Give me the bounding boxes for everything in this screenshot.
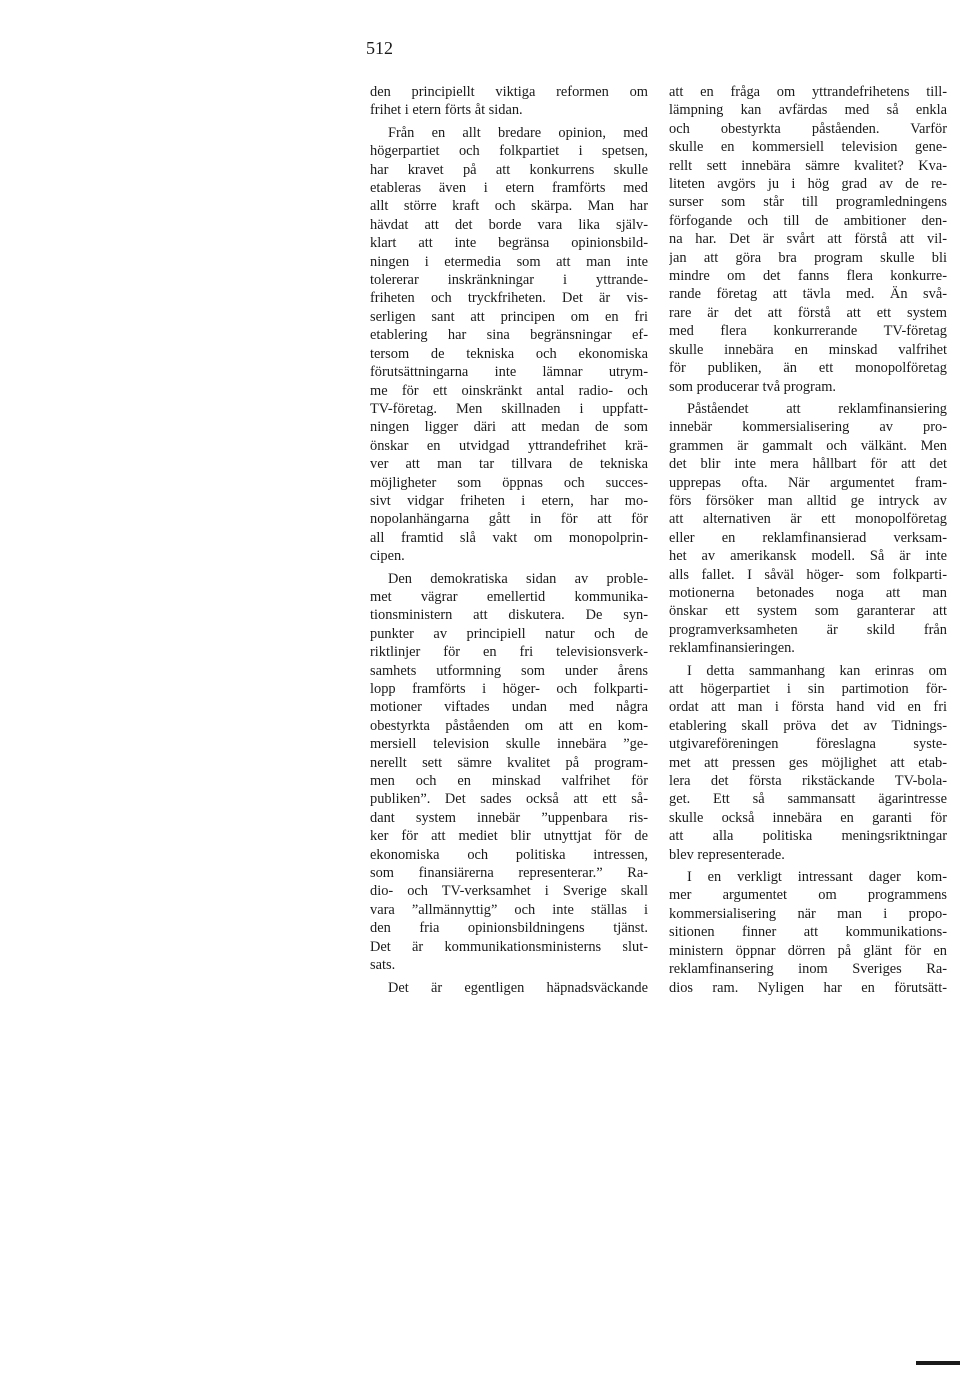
text-line: har kravet på att konkurrens skulle: [370, 161, 648, 178]
text-line: eller en reklamfinansierad verksam-: [669, 529, 947, 546]
text-line: dio- och TV-verksamhet i Sverige skall: [370, 883, 648, 900]
text-line: men och en minskad valfrihet för: [370, 773, 648, 790]
text-line: sivt vidgar friheten i etern, har mo-: [370, 492, 648, 509]
text-line: mindre om det fanns flera konkurre-: [669, 268, 947, 285]
text-line: liteten avgörs ju i hög grad av de re-: [669, 176, 947, 193]
text-line: Den demokratiska sidan av proble-: [388, 570, 648, 587]
page-number: 512: [366, 38, 393, 58]
text-line: met vägrar emellertid kommunika-: [370, 588, 648, 605]
text-line: Det är egentligen häpnadsväckande: [388, 979, 648, 996]
text-line: klart att inte begränsa opinionsbild-: [370, 235, 648, 252]
text-line: mer argumentet om programmens: [669, 887, 947, 904]
text-line: lämpning kan avfärdas med så enkla: [669, 102, 947, 119]
text-line: dios ram. Nyligen har en förutsätt-: [669, 979, 947, 996]
text-line: blev representerade.: [669, 846, 785, 863]
text-line: nerellt sett sämre kvalitet på program-: [370, 754, 648, 771]
text-line: det blir inte mera hållbart för att det: [669, 456, 947, 473]
text-line: ver att man tar tillvara de tekniska: [370, 456, 648, 473]
text-line: obestyrkta påståenden om att en kom-: [370, 717, 648, 734]
text-line: lera det första rikstäckande TV-bola-: [669, 773, 947, 790]
text-line: het av amerikansk modell. Så är inte: [669, 548, 947, 565]
text-line: nopolanhängarna gått in för att för: [370, 511, 648, 528]
text-line: I detta sammanhang kan erinras om: [687, 662, 947, 679]
text-line: etablering skall pröva det av Tidnings-: [669, 717, 947, 734]
text-line: som producerar två program.: [669, 378, 837, 395]
text-line: motionerna betonades noga att man: [669, 584, 947, 601]
text-line: förs försöker man alltid ge intryck av: [669, 492, 947, 509]
text-line: möjligheter som öppnas och succes-: [370, 474, 648, 491]
text-line: punkter av principiell natur och de: [370, 625, 648, 642]
text-line: motioner viftades undan med några: [370, 699, 648, 716]
text-line: att en fråga om yttrandefrihetens till-: [669, 84, 947, 100]
text-line: met att pressen ges möjlighet att etab-: [669, 754, 947, 771]
text-line: I en verkligt intressant dager kom-: [687, 869, 947, 886]
text-line: innebär kommersialisering av pro-: [669, 419, 947, 436]
text-line: na har. Det är svårt att förstå att vil-: [669, 231, 947, 248]
text-line: hävdat att det borde vara lika själv-: [370, 216, 648, 233]
text-line: rare är det att förstå att ett system: [669, 304, 947, 321]
text-line: tionsministern att diskutera. De syn-: [370, 607, 648, 624]
text-line: friheten och tryckfriheten. Det är vis-: [370, 290, 648, 307]
text-line: förutsättningarna inte lämnar utrym-: [370, 364, 648, 381]
text-line: ordat att man i första hand vid en fri: [669, 699, 947, 716]
text-line: högerpartiet och folkpartiet i spetsen,: [370, 143, 648, 160]
text-line: riktlinjer för en fri televisionsverk-: [370, 644, 648, 661]
text-line: etableras även i etern framförts med: [370, 180, 648, 197]
text-line: den fria opinionsbildningens tjänst.: [370, 920, 648, 937]
text-line: grammen är gammalt och välkänt. Men: [669, 437, 947, 454]
text-line: att alla politiska meningsriktningar: [669, 828, 947, 845]
text-line: cipen.: [370, 548, 405, 565]
text-line: mersiell television skulle innebära ”ge-: [370, 736, 648, 753]
left-column: [370, 83, 648, 997]
text-line: publiken”. Det sades också att ett så-: [370, 791, 648, 808]
text-line: med flera konkurrerande TV-företag: [669, 323, 947, 340]
text-line: jan att göra bra program skulle bli: [669, 249, 947, 266]
text-line: ker för att mediet blir utnyttjat för de: [370, 828, 648, 845]
text-line: att alternativen är ett monopolföretag: [669, 511, 947, 528]
text-line: all framtid slå vakt om monopolprin-: [370, 529, 648, 546]
text-line: vara ”allmännyttig” och inte ställas i: [370, 901, 648, 918]
text-line: skulle också innebära en garanti för: [669, 809, 947, 826]
text-line: sats.: [370, 957, 396, 974]
text-line: ningen i etermedia som att man inte: [370, 253, 648, 270]
text-line: rande företag att tävla med. Än svå-: [669, 286, 947, 303]
text-line: den principiellt viktiga reformen om: [370, 84, 648, 100]
text-line: reklamfinansering inom Sveriges Ra-: [669, 961, 947, 978]
text-line: allt större kraft och skärpa. Man har: [370, 198, 648, 215]
text-line: ministern öppnar dörren på glänt för en: [669, 942, 947, 959]
text-line: serligen sant att principen om en fri: [370, 308, 648, 325]
text-line: upprepas ofta. När argumentet fram-: [669, 474, 947, 491]
text-line: reklamfinansieringen.: [669, 640, 795, 657]
bottom-rule: [916, 1361, 960, 1365]
text-line: tersom de tekniska och ekonomiska: [370, 345, 648, 362]
text-line: och obestyrkta påståenden. Varför: [669, 120, 947, 137]
text-line: rellt sett innebära sämre kvalitet? Kva-: [669, 157, 947, 174]
text-line: skulle en kommersiell television gene-: [669, 139, 947, 156]
text-line: för publiken, än ett monopolföretag: [669, 360, 947, 377]
text-line: skulle innebära en minskad valfrihet: [669, 341, 947, 358]
text-line: me för ett oinskränkt antal radio- och: [370, 382, 648, 399]
right-column: [669, 83, 947, 997]
text-line: önskar en utvidgad yttrandefrihet krä-: [370, 437, 648, 454]
text-line: frihet i etern förts åt sidan.: [370, 102, 523, 119]
text-line: utgivareföreningen föreslagna syste-: [669, 736, 947, 753]
text-line: Från en allt bredare opinion, med: [388, 124, 648, 141]
text-line: tolererar inskränkningar i yttrande-: [370, 272, 648, 289]
text-line: get. Ett så sammansatt ägarintresse: [669, 791, 947, 808]
text-line: Påståendet att reklamfinansiering: [687, 400, 947, 417]
text-line: ekonomiska och politiska intressen,: [370, 846, 648, 863]
text-line: samhets utformning som under årens: [370, 662, 648, 679]
text-line: surser som står till programledningens: [669, 194, 947, 211]
text-line: Det är kommunikationsministerns slut-: [370, 938, 648, 955]
text-line: förfogande och till de ambitioner den-: [669, 212, 947, 229]
text-line: ningen ligger däri att medan de som: [370, 419, 648, 436]
text-line: dant system innebär ”uppenbara ris-: [370, 809, 648, 826]
text-line: som finansiärerna representerar.” Ra-: [370, 865, 648, 882]
text-line: alls fallet. I såväl höger- som folkparti-: [669, 566, 947, 583]
text-line: etablering har sina begränsningar ef-: [370, 327, 648, 344]
text-line: önskar ett system som garanterar att: [669, 603, 947, 620]
text-line: TV-företag. Men skillnaden i uppfatt-: [370, 400, 648, 417]
text-line: att högerpartiet i sin partimotion för-: [669, 681, 947, 697]
text-line: kommersialisering när man i propo-: [669, 905, 947, 922]
text-line: lopp framförts i höger- och folkparti-: [370, 681, 648, 697]
text-line: sitionen finner att kommunikations-: [669, 924, 947, 941]
text-line: programverksamheten är skild från: [669, 621, 947, 638]
